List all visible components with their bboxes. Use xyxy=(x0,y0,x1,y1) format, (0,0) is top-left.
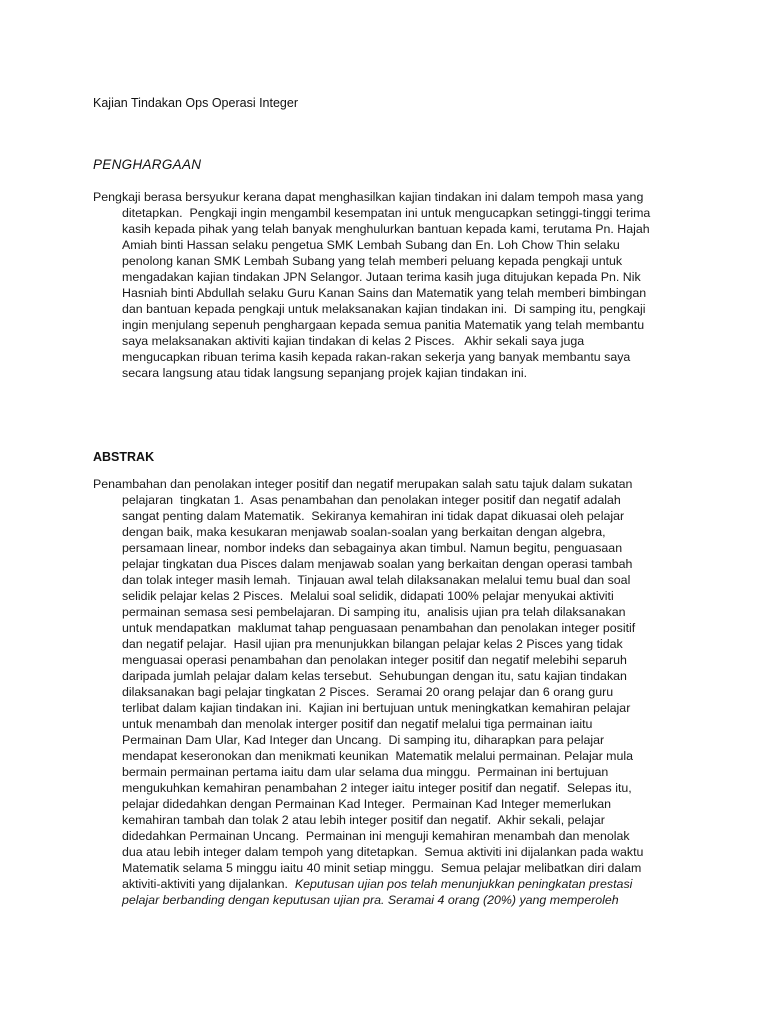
abstrak-line: dan tolak integer masih lemah. Tinjauan awal telah dilaksanakan melalui temu bual dan soal xyxy=(122,573,631,587)
abstrak-line: Penambahan dan penolakan integer positif dan negatif merupakan salah satu tajuk dalam sukatan xyxy=(93,477,633,491)
penghargaan-line: kasih kepada pihak yang telah banyak menghulurkan bantuan kepada kami, terutama Pn. Hajah xyxy=(122,222,650,236)
abstrak-line: Matematik selama 5 minggu iaitu 40 minit setiap minggu. Semua pelajar melibatkan diri dalam xyxy=(122,861,642,875)
abstrak-line: pelajar tingkatan dua Pisces dalam menjawab soalan yang berkaitan dengan operasi tambah xyxy=(122,557,633,571)
penghargaan-line: secara langsung atau tidak langsung sepanjang projek kajian tindakan ini. xyxy=(122,366,528,380)
abstrak-line: terlibat dalam kajian tindakan ini. Kajian ini bertujuan untuk meningkatkan kemahiran pelajar xyxy=(122,701,631,715)
abstrak-line: mendapat keseronokan dan menikmati keunikan Matematik melalui permainan. Pelajar mula xyxy=(122,749,634,763)
abstrak-line-mixed xyxy=(93,876,733,892)
abstrak-line: sangat penting dalam Matematik. Sekiranya kemahiran ini tidak dapat dikuasai oleh pelajar xyxy=(122,509,625,523)
abstrak-closing-italic: Keputusan ujian pos telah menunjukkan peningkatan prestasi xyxy=(294,877,633,891)
penghargaan-line: dan bantuan kepada pengkaji untuk melaksanakan kajian tindakan ini. Di samping itu, pengkaji xyxy=(122,302,646,316)
abstrak-line: dengan baik, maka kesukaran menjawab soalan-soalan yang berkaitan dengan algebra, xyxy=(122,525,606,539)
abstrak-line: Permainan Dam Ular, Kad Integer dan Uncang. Di samping itu, diharapkan para pelajar xyxy=(122,733,605,747)
abstrak-line: permainan semasa sesi pembelajaran. Di samping itu, analisis ujian pra telah dilaksanakan xyxy=(122,605,626,619)
abstrak-line: untuk menambah dan menolak interger positif dan negatif melalui tiga permainan iaitu xyxy=(122,717,593,731)
abstrak-heading: ABSTRAK xyxy=(93,450,155,464)
abstrak-line: dilaksanakan bagi pelajar tingkatan 2 Pisces. Seramai 20 orang pelajar dan 6 orang guru xyxy=(122,685,614,699)
abstrak-line: mengukuhkan kemahiran penambahan 2 integer iaitu integer positif dan negatif. Selepas itu, xyxy=(122,781,632,795)
document-title: Kajian Tindakan Ops Operasi Integer xyxy=(93,96,298,110)
abstrak-line: bermain permainan pertama iaitu dam ular selama dua minggu. Permainan ini bertujuan xyxy=(122,765,609,779)
abstrak-line: menguasai operasi penambahan dan penolakan integer positif dan negatif melebihi separuh xyxy=(122,653,627,667)
penghargaan-line: saya melaksanakan aktiviti kajian tindakan di kelas 2 Pisces. Akhir sekali saya juga xyxy=(122,334,585,348)
penghargaan-line: mengadakan kajian tindakan JPN Selangor. Jutaan terima kasih juga ditujukan kepada Pn. Nik xyxy=(122,270,641,284)
penghargaan-line: Hasniah binti Abdullah selaku Guru Kanan Sains dan Matematik yang telah memberi bimbingan xyxy=(122,286,647,300)
abstrak-closing-plain: aktiviti-aktiviti yang dijalankan. xyxy=(122,877,295,891)
abstrak-line: selidik pelajar kelas 2 Pisces. Melalui soal selidik, didapati 100% pelajar menyukai aktiviti xyxy=(122,589,614,603)
penghargaan-line: mengucapkan ribuan terima kasih kepada rakan-rakan sekerja yang banyak membantu saya xyxy=(122,350,631,364)
penghargaan-paragraph xyxy=(93,189,733,381)
penghargaan-line: ditetapkan. Pengkaji ingin mengambil kesempatan ini untuk mengucapkan setinggi-tinggi terima xyxy=(122,206,651,220)
abstrak-line: kemahiran tambah dan tolak 2 atau lebih integer positif dan negatif. Akhir sekali, pelajar xyxy=(122,813,605,827)
penghargaan-heading: PENGHARGAAN xyxy=(93,157,202,172)
abstrak-line: dan negatif pelajar. Hasil ujian pra menunjukkan bilangan pelajar kelas 2 Pisces yang tidak xyxy=(122,637,623,651)
abstrak-line: daripada jumlah pelajar dalam kelas tersebut. Sehubungan dengan itu, satu kajian tindakan xyxy=(122,669,627,683)
penghargaan-line: penolong kanan SMK Lembah Subang yang telah memberi peluang kepada pengkaji untuk xyxy=(122,254,623,268)
abstrak-line: persamaan linear, nombor indeks dan sebagainya akan timbul. Namun begitu, penguasaan xyxy=(122,541,623,555)
abstrak-line: pelajar didedahkan dengan Permainan Kad Integer. Permainan Kad Integer memerlukan xyxy=(122,797,612,811)
abstrak-paragraph xyxy=(93,476,733,908)
abstrak-line: pelajaran tingkatan 1. Asas penambahan dan penolakan integer positif dan negatif adalah xyxy=(122,493,621,507)
penghargaan-line: Pengkaji berasa bersyukur kerana dapat menghasilkan kajian tindakan ini dalam tempoh masa yang xyxy=(93,190,644,204)
abstrak-line: untuk mendapatkan maklumat tahap penguasaan penambahan dan penolakan integer positif xyxy=(122,621,636,635)
abstrak-line: didedahkan Permainan Uncang. Permainan ini menguji kemahiran menambah dan menolak xyxy=(122,829,630,843)
penghargaan-line: Amiah binti Hassan selaku pengetua SMK Lembah Subang dan En. Loh Chow Thin selaku xyxy=(122,238,620,252)
abstrak-line-italic: pelajar berbanding dengan keputusan ujian pra. Seramai 4 orang (20%) yang memperoleh xyxy=(122,893,619,907)
penghargaan-line: ingin menjulang sepenuh penghargaan kepada semua panitia Matematik yang telah membantu xyxy=(122,318,645,332)
abstrak-line: dua atau lebih integer dalam tempoh yang ditetapkan. Semua aktiviti ini dijalankan pada waktu xyxy=(122,845,644,859)
